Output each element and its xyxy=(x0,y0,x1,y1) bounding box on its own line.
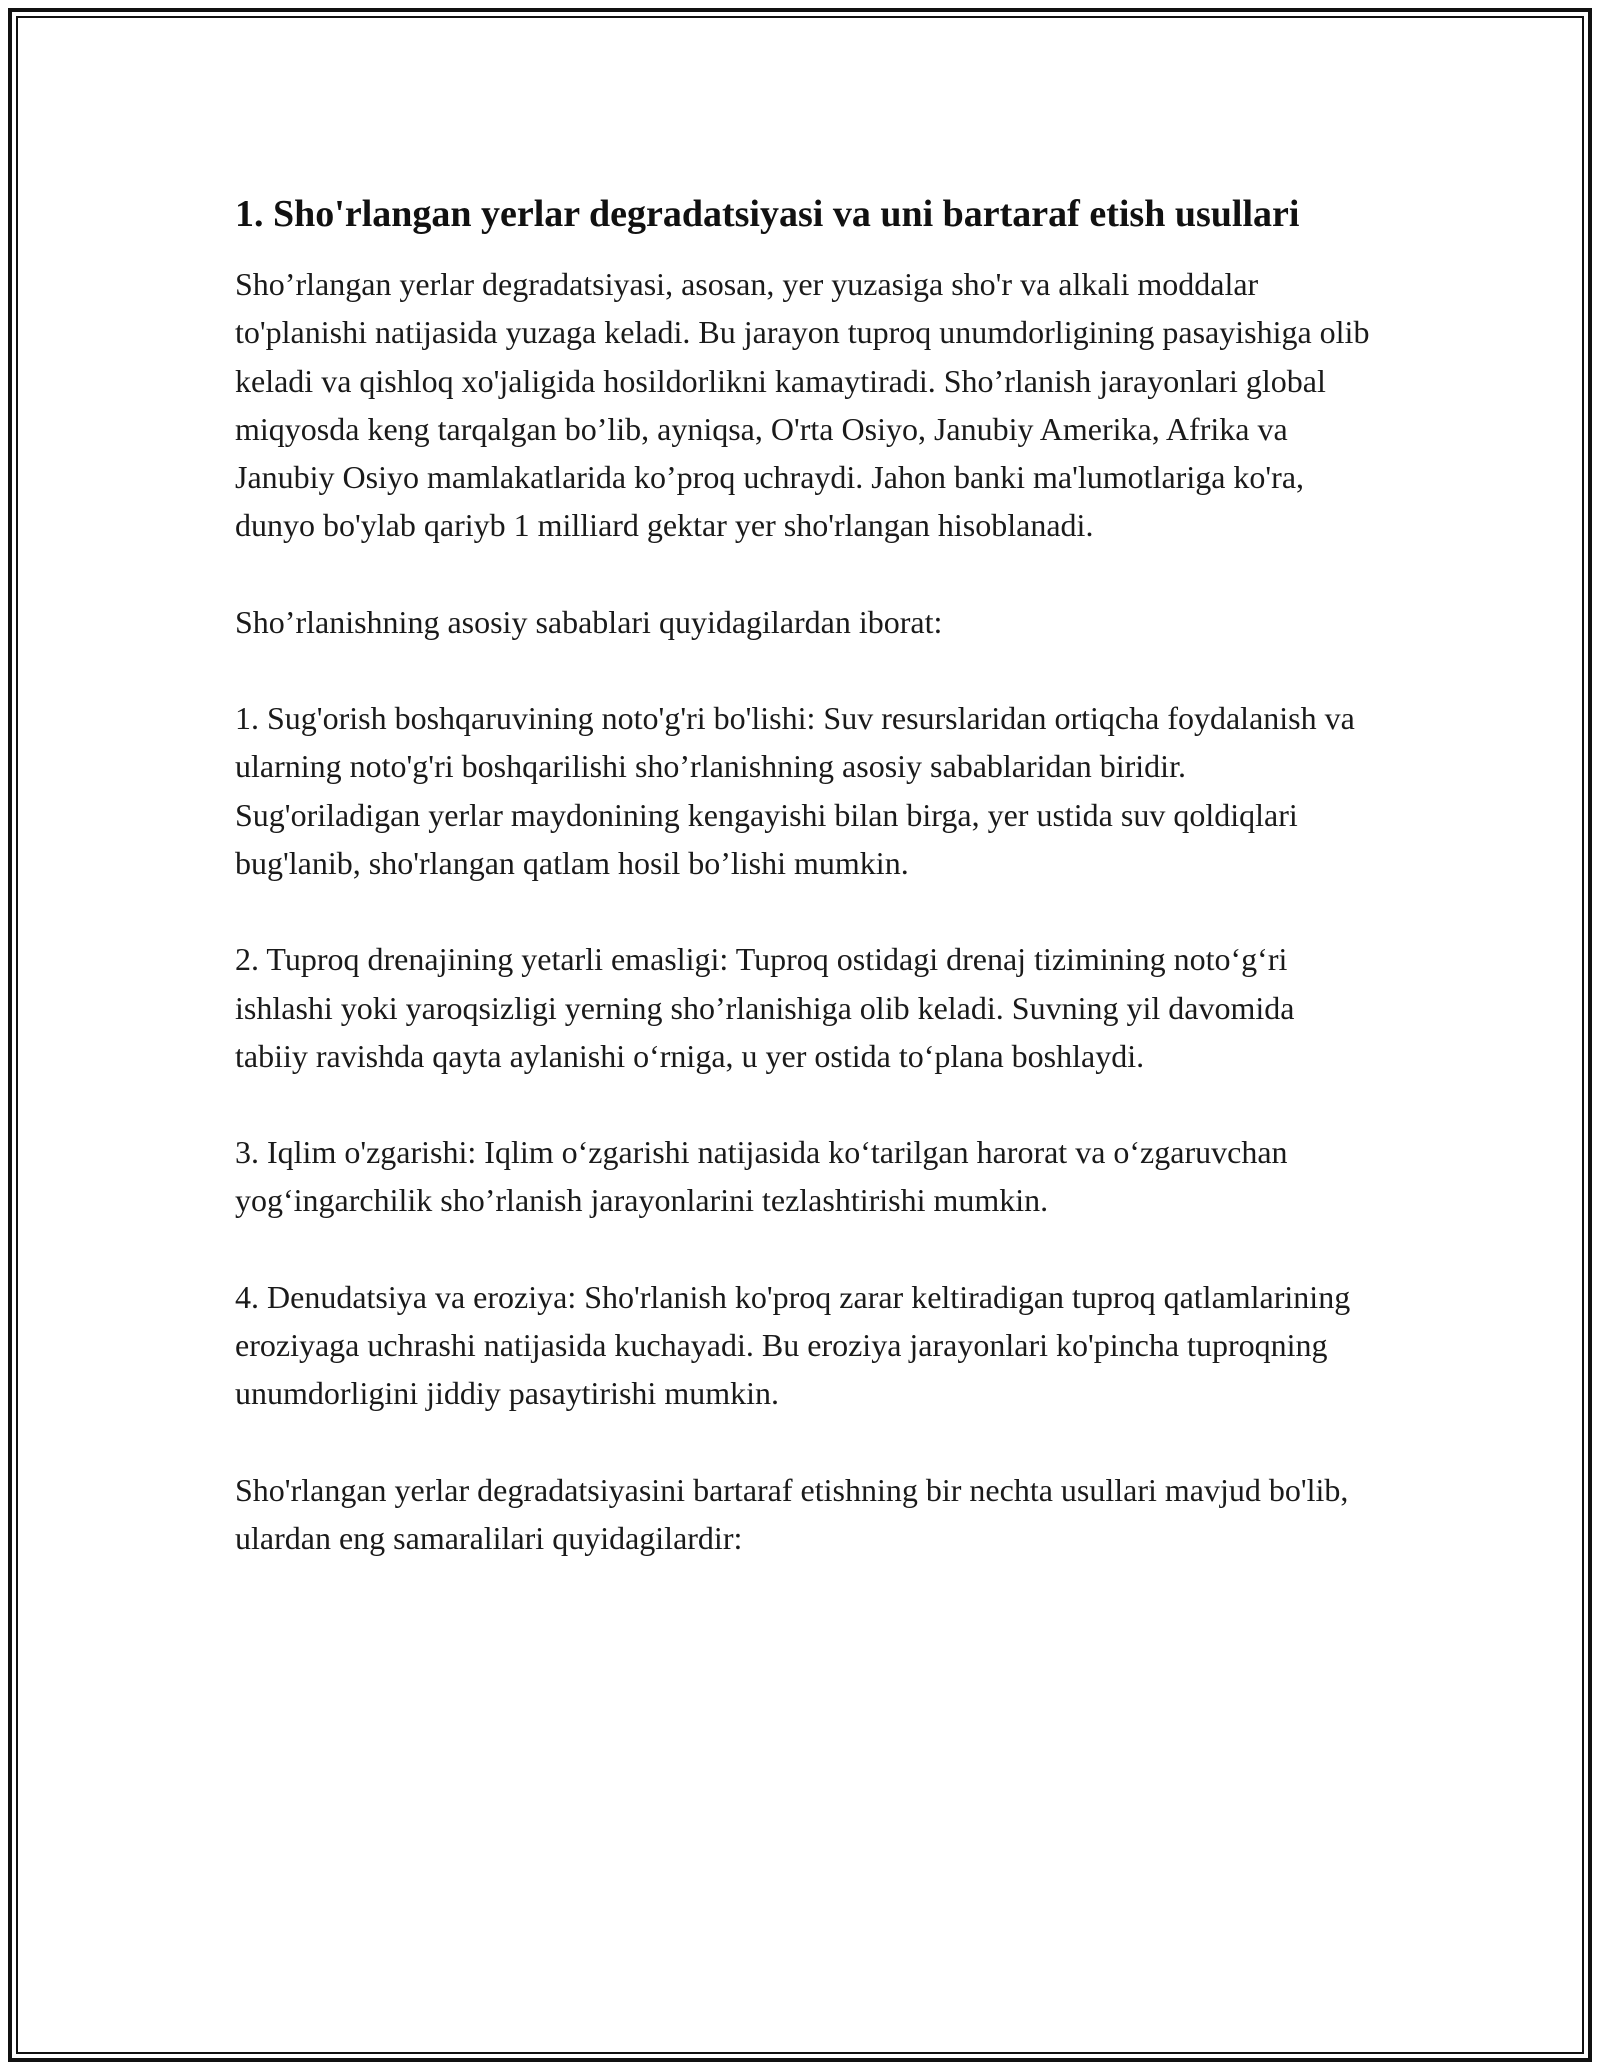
cause-item-erosion: 4. Denudatsiya va eroziya: Sho'rlanish ko'proq zarar keltiradigan tuproq qatlamlarining eroziyaga uchrashi natijasida kuchayadi. Bu eroziya jarayonlari ko'pincha tuproqning unumdorligini jiddiy pasaytirishi mumkin. xyxy=(235,1278,1351,1412)
causes-lead-paragraph: Sho’rlanishning asosiy sabablari quyidagilardan iborat: xyxy=(235,603,943,640)
cause-item-climate: 3. Iqlim o'zgarishi: Iqlim o‘zgarishi natijasida ko‘tarilgan harorat va o‘zgaruvchan yog‘ingarchilik sho’rlanish jarayonlarini tezlashtirishi mumkin. xyxy=(235,1134,1288,1219)
remedies-lead-paragraph: Sho'rlangan yerlar degradatsiyasini bartaraf etishning bir nechta usullari mavjud bo'lib, ulardan eng samaralilari quyidagilardir: xyxy=(235,1471,1349,1556)
cause-item-drainage: 2. Tuproq drenajining yetarli emasligi: Tuproq ostidagi drenaj tizimining noto‘g‘ri ishlashi yoki yaroqsizligi yerning sho’rlanishiga olib keladi. Suvning yil davomida tabiiy ravishda qayta aylanishi o‘rniga, u yer ostida to‘plana boshlaydi. xyxy=(235,941,1295,1074)
cause-item-irrigation: 1. Sug'orish boshqaruvining noto'g'ri bo'lishi: Suv resurslaridan ortiqcha foydalanish va ularning noto'g'ri boshqarilishi sho’rlanishning asosiy sabablaridan biridir. Sug'oriladigan yerlar maydonining kengayishi bilan birga, yer ustida suv qoldiqlari bug'lanib, sho'rlangan qatlam hosil bo’lishi mumkin. xyxy=(235,700,1355,881)
intro-paragraph: Sho’rlangan yerlar degradatsiyasi, asosan, yer yuzasiga sho'r va alkali moddalar to'planishi natijasida yuzaga keladi. Bu jarayon tuproq unumdorligining pasayishiga olib keladi va qishloq xo'jaligida hosildorlikni kamaytiradi. Sho’rlanish jarayonlari global miqyosda keng tarqalgan bo’lib, ayniqsa, O'rta Osiyo, Janubiy Amerika, Afrika va Janubiy Osiyo mamlakatlarida ko’proq uchraydi. Jahon banki ma'lumotlariga ko'ra, dunyo bo'ylab qariyb 1 milliard gektar yer sho'rlangan hisoblanadi. xyxy=(235,266,1370,544)
section-heading: 1. Sho'rlangan yerlar degradatsiyasi va uni bartaraf etish usullari xyxy=(235,193,1300,235)
document-body xyxy=(235,186,1370,1562)
